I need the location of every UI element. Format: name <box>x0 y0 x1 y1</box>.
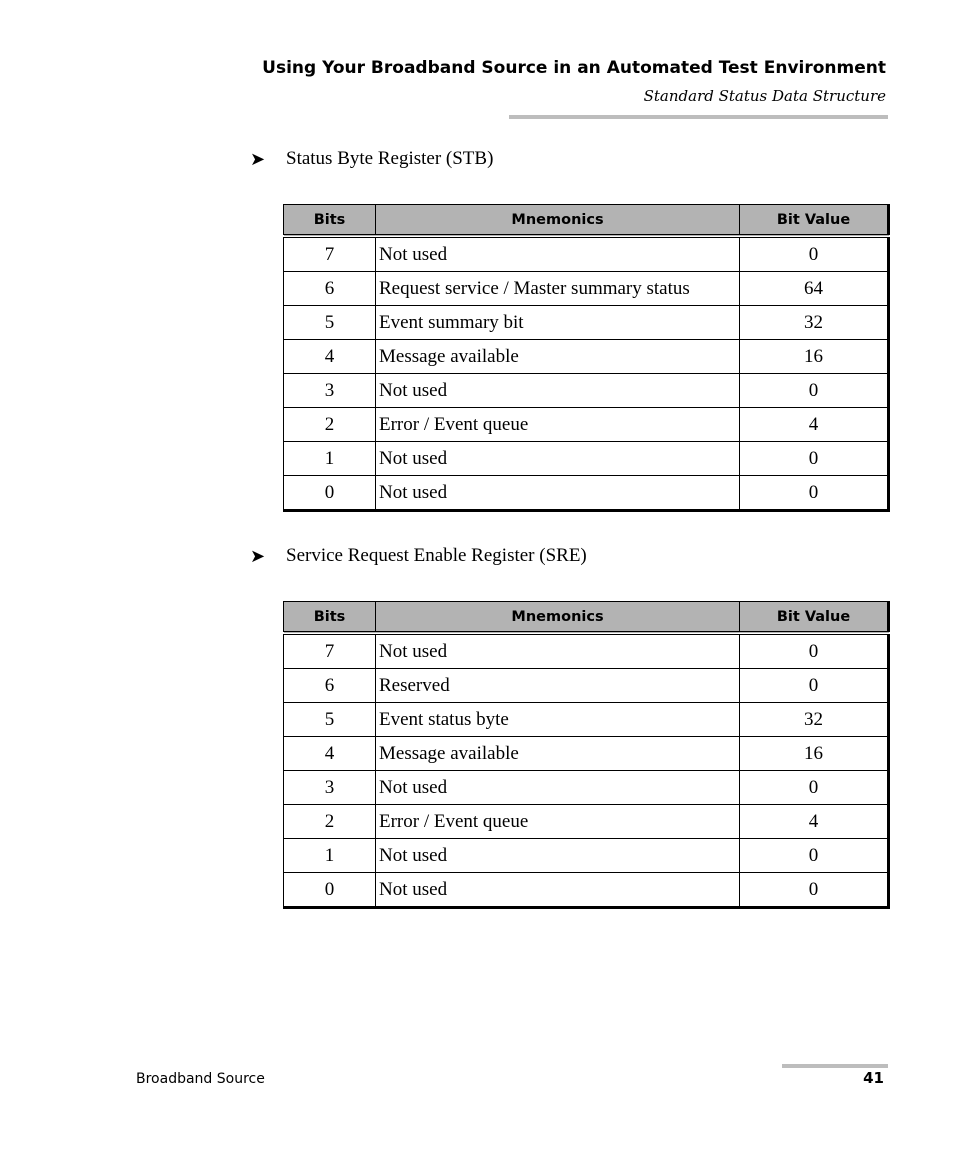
table-header-row <box>284 602 889 634</box>
bit-value-cell: 32 <box>740 306 889 340</box>
bits-cell: 0 <box>284 873 376 908</box>
table-row <box>284 442 889 476</box>
sre-heading <box>250 545 587 567</box>
bit-value-cell: 16 <box>740 340 889 374</box>
bits-cell: 4 <box>284 340 376 374</box>
bit-value-cell: 0 <box>740 873 889 908</box>
stb-heading <box>250 148 493 170</box>
bit-value-cell: 0 <box>740 442 889 476</box>
table-row <box>284 737 889 771</box>
column-header-bit-value: Bit Value <box>740 602 889 634</box>
footer-rule <box>782 1064 888 1068</box>
arrowhead-bullet-icon: ➤ <box>250 545 266 567</box>
bits-cell: 6 <box>284 669 376 703</box>
bits-cell: 4 <box>284 737 376 771</box>
mnemonic-cell: Not used <box>376 236 740 272</box>
mnemonic-cell: Reserved <box>376 669 740 703</box>
bit-value-cell: 0 <box>740 236 889 272</box>
stb-heading-label: Status Byte Register (STB) <box>286 148 494 169</box>
table-row <box>284 340 889 374</box>
column-header-bits: Bits <box>284 602 376 634</box>
table-row <box>284 703 889 737</box>
bit-value-cell: 0 <box>740 633 889 669</box>
chapter-title: Using Your Broadband Source in an Automated Test Environment <box>262 58 886 78</box>
sre-heading-label: Service Request Enable Register (SRE) <box>286 545 587 566</box>
mnemonic-cell: Not used <box>376 873 740 908</box>
bits-cell: 1 <box>284 839 376 873</box>
bits-cell: 3 <box>284 771 376 805</box>
bit-value-cell: 0 <box>740 839 889 873</box>
mnemonic-cell: Not used <box>376 374 740 408</box>
mnemonic-cell: Message available <box>376 737 740 771</box>
mnemonic-cell: Error / Event queue <box>376 805 740 839</box>
bit-value-cell: 0 <box>740 669 889 703</box>
bits-cell: 1 <box>284 442 376 476</box>
bits-cell: 7 <box>284 633 376 669</box>
bit-value-cell: 0 <box>740 476 889 511</box>
bits-cell: 0 <box>284 476 376 511</box>
mnemonic-cell: Not used <box>376 771 740 805</box>
bit-value-cell: 0 <box>740 771 889 805</box>
table-row <box>284 771 889 805</box>
table-row <box>284 805 889 839</box>
bits-cell: 6 <box>284 272 376 306</box>
mnemonic-cell: Not used <box>376 839 740 873</box>
footer-product-name: Broadband Source <box>136 1071 265 1087</box>
table-header-row <box>284 205 889 237</box>
column-header-bits: Bits <box>284 205 376 237</box>
bits-cell: 7 <box>284 236 376 272</box>
table-row <box>284 669 889 703</box>
column-header-mnemonics: Mnemonics <box>376 205 740 237</box>
bit-value-cell: 0 <box>740 374 889 408</box>
section-subtitle: Standard Status Data Structure <box>643 87 886 105</box>
bits-cell: 5 <box>284 306 376 340</box>
sre-table <box>283 601 890 909</box>
bit-value-cell: 64 <box>740 272 889 306</box>
mnemonic-cell: Not used <box>376 476 740 511</box>
bit-value-cell: 16 <box>740 737 889 771</box>
bits-cell: 2 <box>284 805 376 839</box>
bits-cell: 3 <box>284 374 376 408</box>
table-row <box>284 374 889 408</box>
mnemonic-cell: Message available <box>376 340 740 374</box>
header-rule <box>509 115 888 119</box>
bit-value-cell: 4 <box>740 805 889 839</box>
table-row <box>284 306 889 340</box>
table-row <box>284 408 889 442</box>
mnemonic-cell: Event status byte <box>376 703 740 737</box>
column-header-mnemonics: Mnemonics <box>376 602 740 634</box>
column-header-bit-value: Bit Value <box>740 205 889 237</box>
table-row <box>284 272 889 306</box>
bits-cell: 2 <box>284 408 376 442</box>
table-row <box>284 873 889 908</box>
mnemonic-cell: Not used <box>376 633 740 669</box>
table-row <box>284 236 889 272</box>
stb-table <box>283 204 890 512</box>
bit-value-cell: 4 <box>740 408 889 442</box>
mnemonic-cell: Error / Event queue <box>376 408 740 442</box>
bits-cell: 5 <box>284 703 376 737</box>
mnemonic-cell: Not used <box>376 442 740 476</box>
table-row <box>284 839 889 873</box>
table-row <box>284 633 889 669</box>
arrowhead-bullet-icon: ➤ <box>250 148 266 170</box>
mnemonic-cell: Event summary bit <box>376 306 740 340</box>
bit-value-cell: 32 <box>740 703 889 737</box>
table-row <box>284 476 889 511</box>
mnemonic-cell: Request service / Master summary status <box>376 272 740 306</box>
page-number: 41 <box>863 1069 884 1087</box>
